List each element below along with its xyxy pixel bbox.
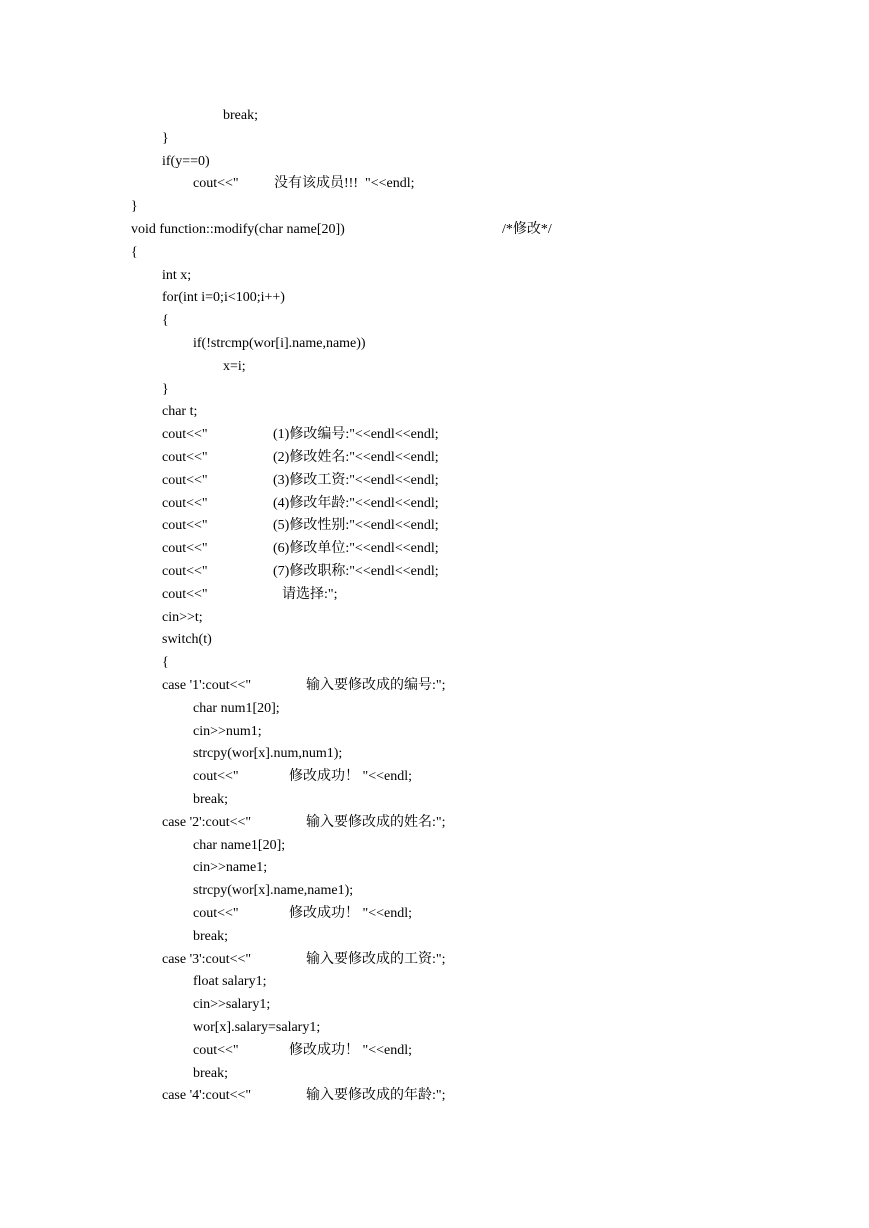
code-text: { [162, 655, 169, 671]
code-text: { [131, 244, 138, 260]
code-text: if(y==0) [162, 153, 210, 169]
code-text: break; [193, 928, 228, 944]
code-string-text: 修改成功！ "<<endl; [289, 1042, 412, 1058]
code-string-text: (5)修改性别:"<<endl<<endl; [273, 518, 439, 534]
code-string-text: /*修改*/ [502, 222, 552, 237]
code-text: case '2':cout<<" [162, 814, 252, 830]
code-text: char name1[20]; [193, 837, 286, 853]
code-string-text: 输入要修改成的姓名:"; [306, 814, 446, 830]
code-text: for(int i=0;i<100;i++) [162, 290, 285, 306]
code-text: } [162, 130, 169, 146]
code-text: break; [193, 792, 228, 807]
code-text: break; [223, 108, 258, 123]
code-string-text: (1)修改编号:"<<endl<<endl; [273, 427, 439, 443]
code-text: strcpy(wor[x].name,name1); [193, 883, 354, 899]
code-text: if(!strcmp(wor[i].name,name)) [193, 336, 366, 351]
code-string-text: 输入要修改成的年龄:"; [306, 1088, 446, 1104]
code-text: float salary1; [193, 974, 267, 990]
code-string-text: 请选择:"; [282, 586, 338, 602]
code-string-text: 输入要修改成的编号:"; [306, 678, 446, 693]
code-string-text: 没有该成员!!! "<<endl; [274, 176, 415, 192]
code-text: strcpy(wor[x].num,num1); [193, 746, 343, 762]
code-string-text: (2)修改姓名:"<<endl<<endl; [273, 450, 439, 465]
code-text: wor[x].salary=salary1; [193, 1020, 321, 1035]
code-string-text: (7)修改职称:"<<endl<<endl; [273, 564, 439, 579]
code-text: cout<<" [162, 495, 208, 511]
code-text: cout<<" [162, 427, 208, 443]
code-string-text: (6)修改单位:"<<endl<<endl; [273, 541, 439, 557]
code-string-text: 修改成功！ "<<endl; [289, 769, 412, 785]
code-text: case '1':cout<<" [162, 678, 252, 693]
code-text: cout<<" [193, 906, 239, 921]
code-text: cout<<" [162, 450, 208, 465]
code-text: cin>>name1; [193, 860, 268, 876]
code-text: int x; [162, 267, 192, 283]
code-text: cout<<" [162, 518, 208, 534]
code-text: } [131, 199, 138, 215]
code-text: cin>>t; [162, 609, 203, 625]
code-text: cout<<" [193, 1042, 239, 1058]
code-string-text: (3)修改工资:"<<endl<<endl; [273, 472, 439, 488]
code-text: cin>>salary1; [193, 997, 271, 1013]
code-text: switch(t) [162, 632, 212, 648]
code-text: x=i; [223, 358, 246, 374]
code-text: char num1[20]; [193, 700, 280, 716]
code-string-text: 输入要修改成的工资:"; [306, 951, 446, 967]
code-text: void function::modify(char name[20]) [131, 222, 345, 237]
code-string-text: 修改成功！ "<<endl; [289, 906, 412, 921]
code-text: cout<<" [162, 586, 208, 602]
code-text: cout<<" [162, 564, 208, 579]
code-string-text: (4)修改年龄:"<<endl<<endl; [273, 495, 439, 511]
code-text: case '3':cout<<" [162, 951, 252, 967]
code-text: { [162, 313, 169, 329]
code-text: cin>>num1; [193, 723, 262, 739]
code-text: break; [193, 1065, 228, 1081]
code-text: cout<<" [162, 541, 208, 557]
code-text: cout<<" [162, 472, 208, 488]
code-text: case '4':cout<<" [162, 1088, 252, 1104]
code-text: char t; [162, 404, 198, 420]
code-text: } [162, 381, 169, 397]
code-text: cout<<" [193, 176, 239, 192]
code-text: cout<<" [193, 769, 239, 785]
